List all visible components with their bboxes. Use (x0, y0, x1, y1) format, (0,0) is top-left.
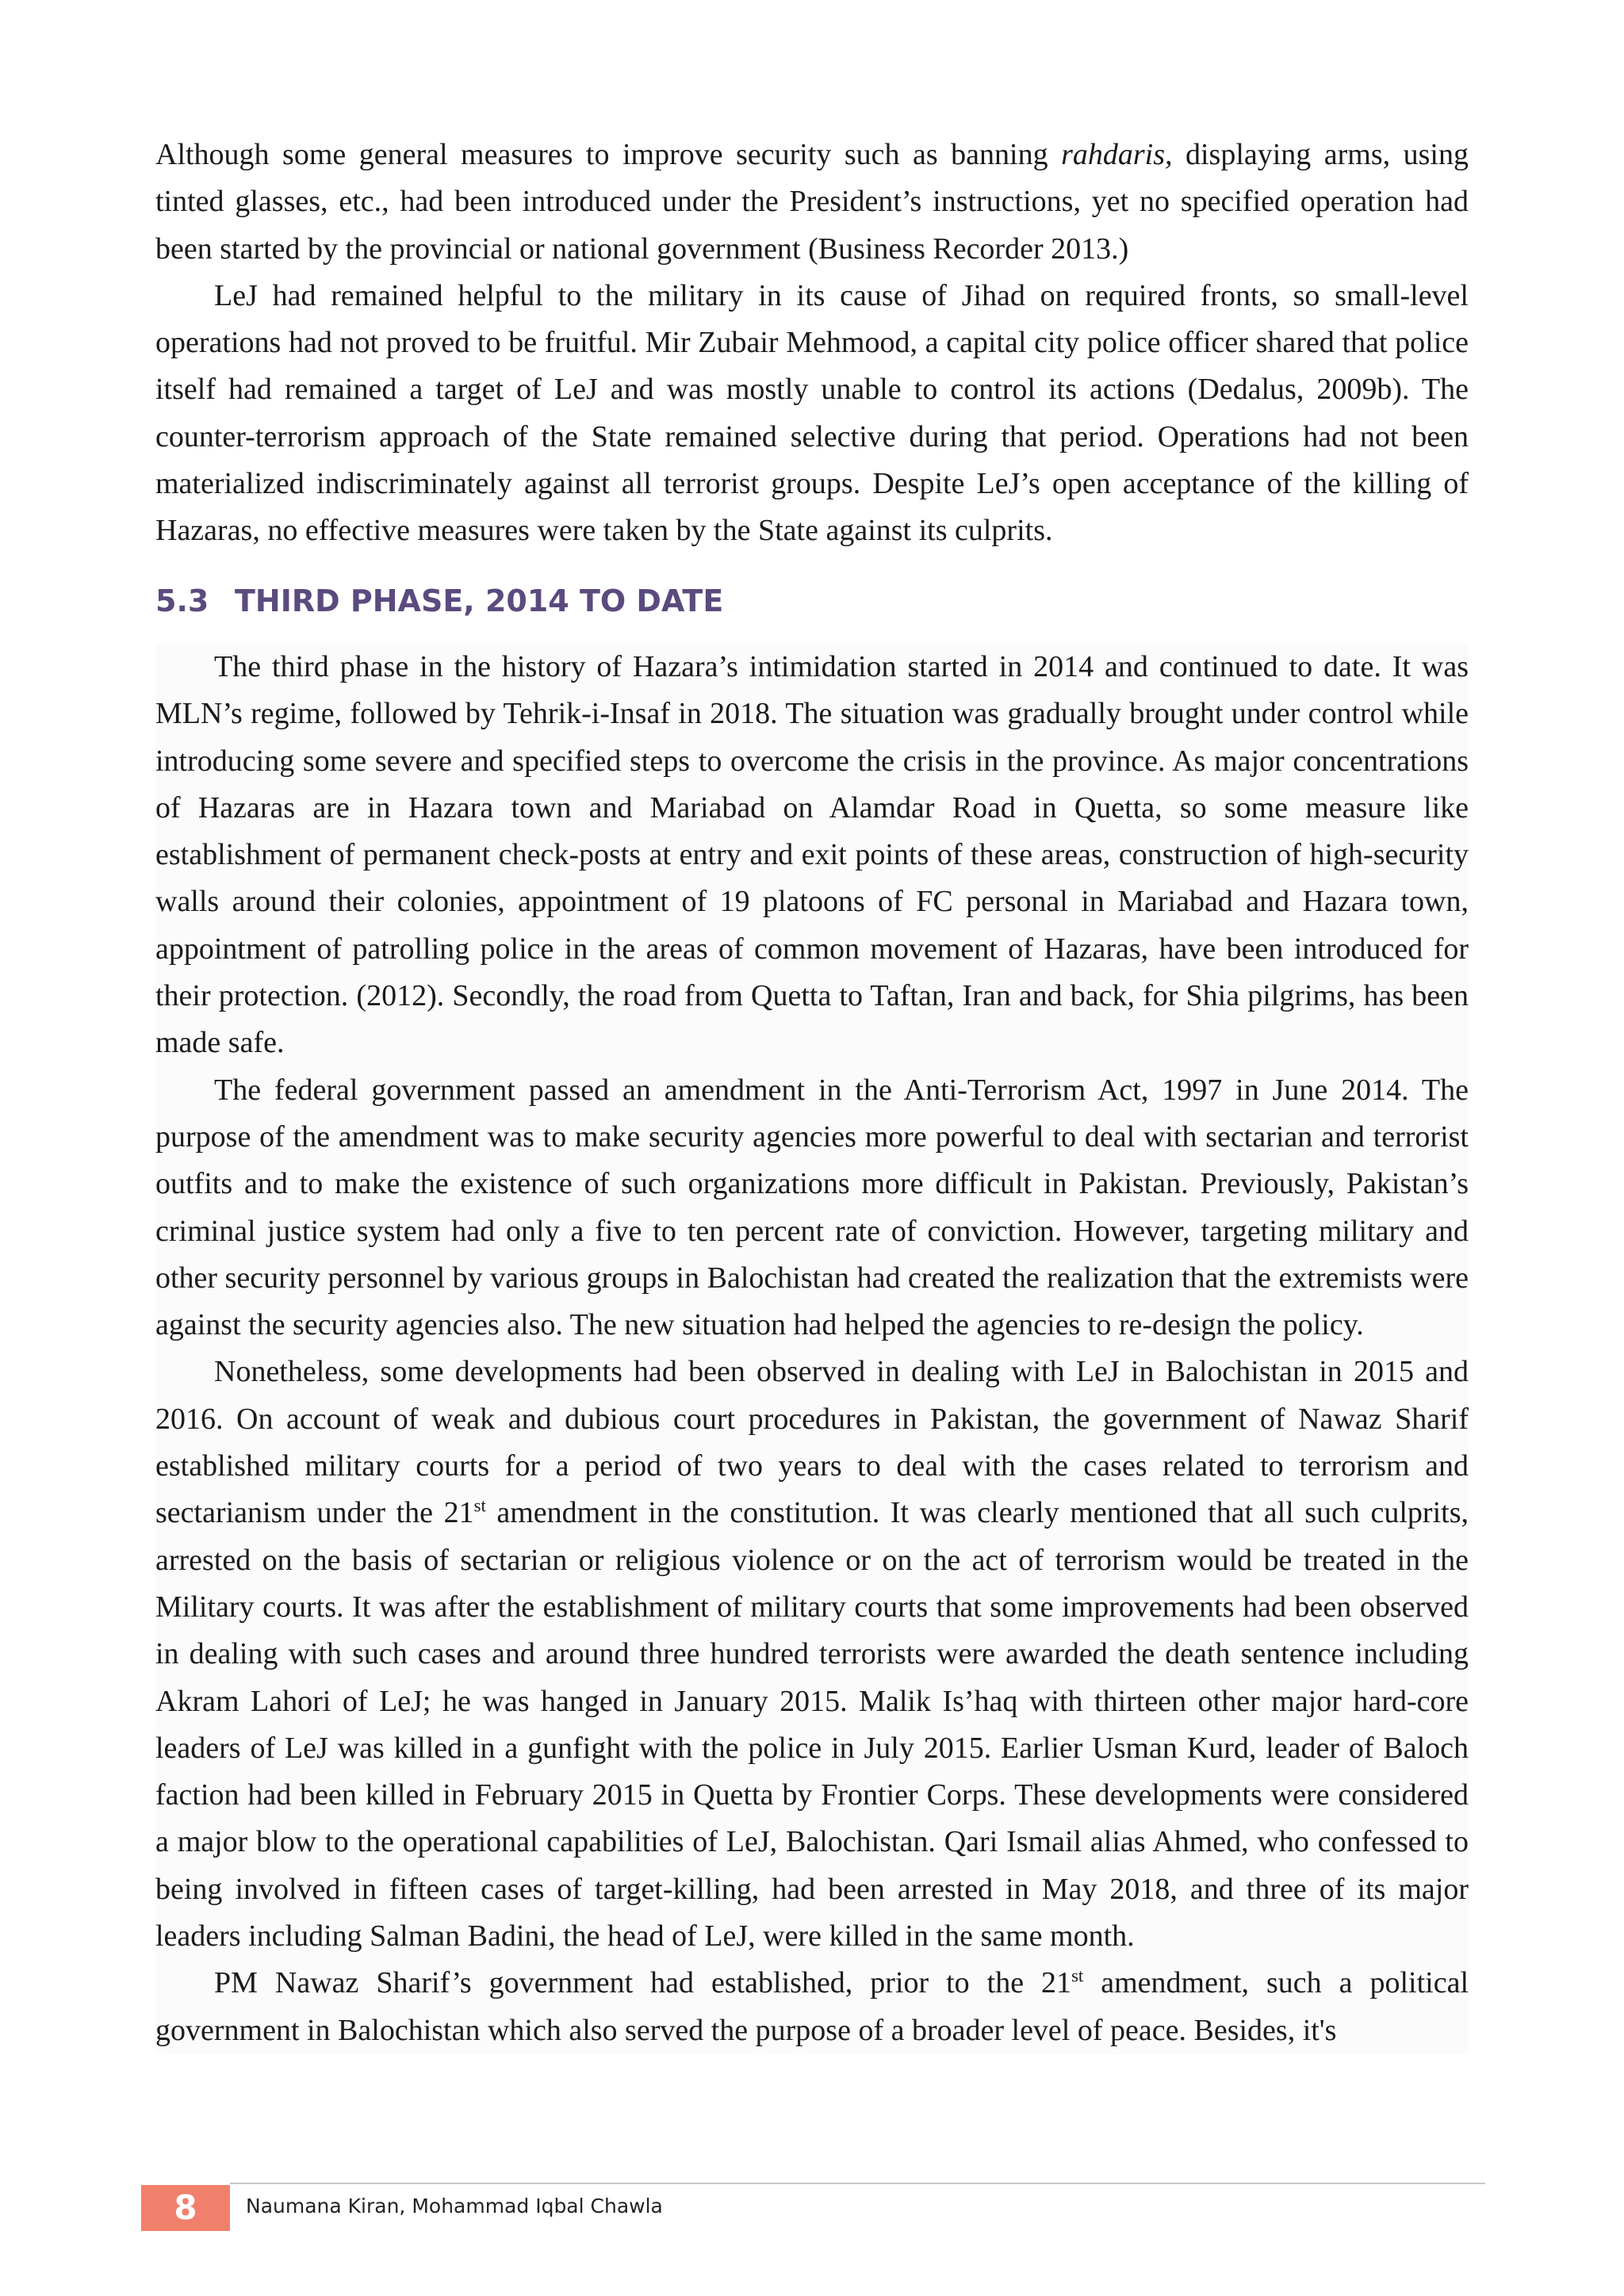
section-title: THIRD PHASE, 2014 TO DATE (235, 584, 724, 618)
superscript: st (1071, 1965, 1084, 1986)
paragraph: LeJ had remained helpful to the military in its cause of Jihad on required fronts, so small-level operations had not proved to be fruitful. Mir Zubair Mehmood, a capital city police officer shared that police itself had remained a target of LeJ and was mostly unable to control its actions (Dedalus, 2009b). The counter-terrorism approach of the State remained selective during that period. Operations had not been materialized indiscriminately against all terrorist groups. Despite LeJ’s open acceptance of the killing of Hazaras, no effective measures were taken by the State against its culprits. (155, 278, 1469, 548)
paragraph: Nonetheless, some developments had been observed in dealing with LeJ in Balochistan in 2015 and 2016. On account of weak and dubious court procedures in Pakistan, the government of Nawaz Sharif established military courts for a period of two years to deal with the cases related to terrorism and sectarianism under the 21st amendment in the constitution. It was clearly mentioned that all such culprits, arrested on the basis of sectarian or religious violence or on the act of terrorism would be treated in the Military courts. It was after the establishment of military courts that some improvements had been observed in dealing with such cases and around three hundred terrorists were awarded the death sentence including Akram Lahori of LeJ; he was hanged in January 2015. Malik Is’haq with thirteen other major hard-core leaders of LeJ was killed in a gunfight with the police in July 2015. Earlier Usman Kurd, leader of Baloch faction had been killed in February 2015 in Quetta by Frontier Corps. These developments were considered a major blow to the operational capabilities of LeJ, Balochistan. Qari Ismail alias Ahmed, who confessed to being involved in fifteen cases of target-killing, had been arrested in May 2018, and three of its major leaders including Salman Badini, the head of LeJ, were killed in the same month. (155, 1355, 1469, 1954)
paragraph: The federal government passed an amendment in the Anti-Terrorism Act, 1997 in June 2014. The purpose of the amendment was to make security agencies more powerful to deal with sectarian and terrorist outfits and to make the existence of such organizations more difficult in Pakistan. Previously, Pakistan’s criminal justice system had only a five to ten percent rate of conviction. However, targeting military and other security personnel by various groups in Balochistan had created the realization that the extremists were against the security agencies also. The new situation had helped the agencies to re-design the policy. (155, 1073, 1469, 1342)
paragraph: Although some general measures to improve security such as banning rahdaris, displaying arms, using tinted glasses, etc., had been introduced under the President’s instructions, yet no specified operation had been started by the provincial or national government (Business Recorder 2013.) (155, 138, 1469, 266)
paragraph: PM Nawaz Sharif’s government had established, prior to the 21st amendment, such a political government in Balochistan which also served the purpose of a broader level of peace. Besides, it's (155, 1965, 1469, 2047)
section-body (155, 644, 1469, 2054)
footer-authors: Naumana Kiran, Mohammad Iqbal Chawla (246, 2195, 663, 2218)
paragraph: The third phase in the history of Hazara’s intimidation started in 2014 and continued to date. It was MLN’s regime, followed by Tehrik-i-Insaf in 2018. The situation was gradually brought under control while introducing some severe and specified steps to overcome the crisis in the province. As major concentrations of Hazaras are in Hazara town and Mariabad on Alamdar Road in Quetta, so some measure like establishment of permanent check-posts at entry and exit points of these areas, construction of high-security walls around their colonies, appointment of 19 platoons of FC personal in Mariabad and Hazara town, appointment of patrolling police in the areas of common movement of Hazaras, have been introduced for their protection. (2012). Secondly, the road from Quetta to Taftan, Iran and back, for Shia pilgrims, has been made safe. (155, 650, 1469, 1060)
superscript: st (473, 1495, 486, 1516)
italic-term: rahdaris, (1061, 138, 1173, 171)
section-heading (155, 584, 723, 618)
page-number: 8 (141, 2185, 230, 2231)
footer-divider (230, 2183, 1485, 2184)
continuation-text (155, 132, 1469, 555)
section-number: 5.3 (155, 584, 209, 618)
